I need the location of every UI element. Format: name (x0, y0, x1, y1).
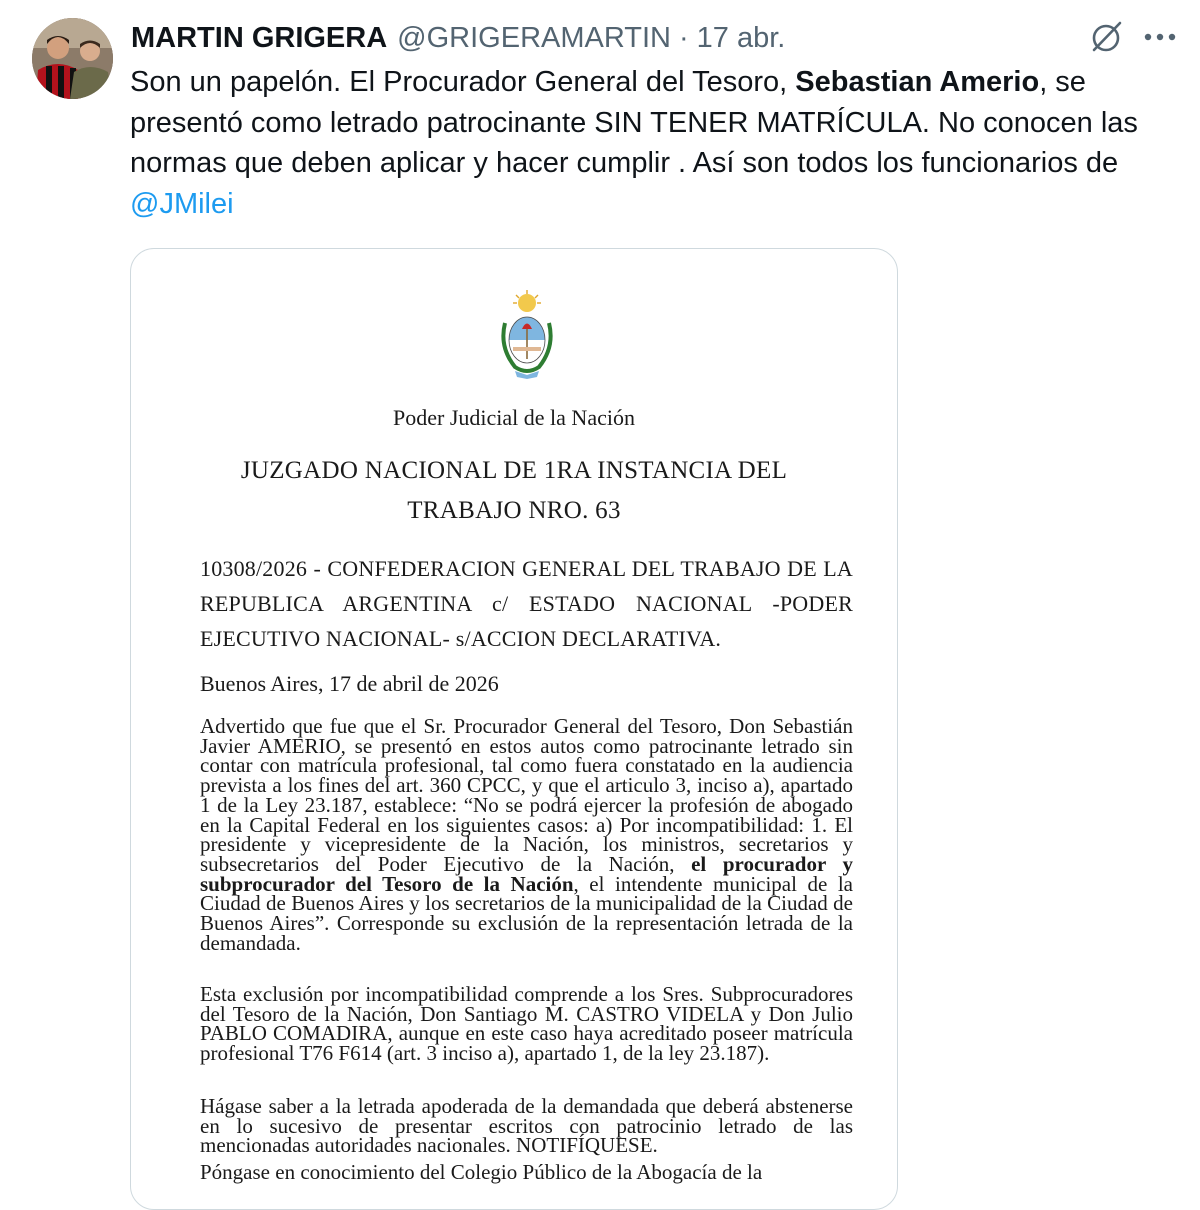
court-name-line1: JUZGADO NACIONAL DE 1RA INSTANCIA DEL (240, 457, 788, 484)
court-document (131, 249, 897, 1209)
tweet-text-part2: , se presentó como letrado patrocinante SIN TENER MATRÍCULA. No conocen las normas que deben aplicar y hacer cumplir . Así son todos los funcionarios de (130, 66, 1138, 179)
paragraph-4: Póngase en conocimiento del Colegio Público de la Abogacía de la (200, 1160, 763, 1184)
paragraph-1-part-a: Advertido que fue que el Sr. Procurador General del Tesoro, Don Sebastián Javier AMERIO, se presentó en estos autos como patrocinante letrado sin contar con matrícula profesional, tal como fuera constatado en la audiencia prevista a los fines del art. 360 CPCC, y que el articulo 3, inciso a), apartado 1 de la Ley 23.187, establece: “No se podrá ejercer la profesión de abogado en la Capital Federal en los siguientes casos: a) Por incompatibilidad: 1. El presidente y vicepresidente de la Nación, los ministros, secretarios y subsecretarios del Poder Ejecutivo de la Nación, (200, 714, 853, 876)
separator-dot: · (679, 22, 689, 54)
display-name[interactable]: MARTIN GRIGERA (131, 22, 388, 54)
user-handle[interactable]: @GRIGERAMARTIN (397, 22, 671, 54)
more-options-button[interactable] (1140, 18, 1180, 56)
tweet-date[interactable]: 17 abr. (696, 22, 786, 54)
case-title: 10308/2026 - CONFEDERACION GENERAL DEL TRABAJO DE LA REPUBLICA ARGENTINA c/ ESTADO NACIONAL -PODER EJECUTIVO NACIONAL- s/ACCION DECLARATIVA. (200, 556, 853, 651)
argentina-coat-of-arms (497, 289, 557, 381)
paragraph-1-part-b: , el intendente municipal de la Ciudad de Buenos Aires y los secretarios de la municipalidad de la Ciudad de Buenos Aires”. Corresponde su exclusión de la representación letrada de la demandada. (200, 871, 853, 955)
court-header: Poder Judicial de la Nación (393, 405, 635, 430)
paragraph-1 (200, 714, 853, 955)
grok-icon (1088, 19, 1124, 55)
tweet-media-image[interactable] (130, 248, 898, 1210)
tweet-text-bold: Sebastian Amerio (795, 66, 1040, 98)
tweet-text-part1: Son un papelón. El Procurador General del Tesoro, (130, 66, 796, 98)
paragraph-3: Hágase saber a la letrada apoderada de la demandada que deberá abstenerse en lo sucesivo de presentar escritos con patrocinio letrado de las mencionadas autoridades nacionales. NOTIFÍQUESE. (200, 1094, 853, 1158)
court-name-line2: TRABAJO NRO. 63 (407, 497, 621, 524)
grok-button[interactable] (1087, 18, 1125, 56)
tweet-header (131, 20, 785, 56)
paragraph-1-bold: el procurador y subprocurador del Tesoro de la Nación (200, 851, 853, 896)
place-date: Buenos Aires, 17 de abril de 2026 (200, 671, 499, 696)
court-name (131, 451, 897, 531)
avatar-photo (32, 18, 113, 99)
avatar[interactable] (32, 18, 113, 99)
mention-link[interactable]: @JMilei (130, 187, 234, 220)
more-horizontal-icon (1144, 32, 1176, 42)
paragraph-2: Esta exclusión por incompatibilidad comprende a los Sres. Subprocuradores del Tesoro de la Nación, Don Santiago M. CASTRO VIDELA y Don Julio PABLO COMADIRA, aunque en este caso haya acreditado poseer matrícula profesional T76 F614 (art. 3 inciso a), apartado 1, de la ley 23.187). (200, 982, 853, 1066)
tweet-text (130, 62, 1180, 224)
